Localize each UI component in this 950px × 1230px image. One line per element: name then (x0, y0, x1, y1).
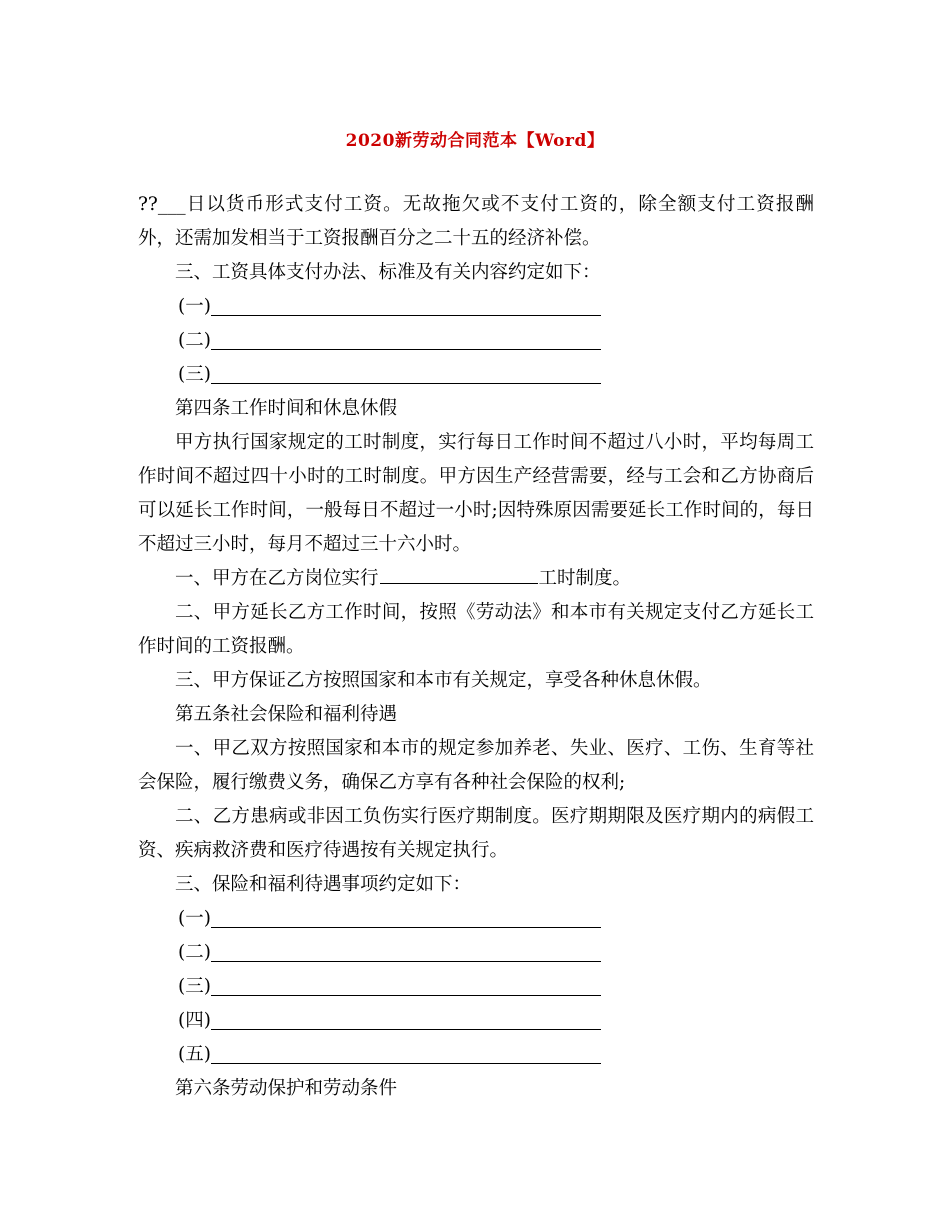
article4-item2: 二、甲方延长乙方工作时间，按照《劳动法》和本市有关规定支付乙方延长工作时间的工资报酬。 (138, 602, 814, 657)
blank-label: (二) (178, 330, 211, 351)
article6-heading: 第六条劳动保护和劳动条件 (175, 1078, 398, 1099)
blank-label: (三) (178, 976, 211, 997)
blank-underline (211, 939, 601, 962)
blank-underline (211, 1041, 601, 1064)
blank-underline (211, 361, 601, 384)
welfare-blank-row (138, 902, 814, 936)
document-body (138, 188, 814, 1106)
blank-underline (211, 905, 601, 928)
blank-label: (一) (178, 296, 211, 317)
welfare-blank-row (138, 1004, 814, 1038)
document-title: 2020新劳动合同范本【Word】 (345, 131, 605, 151)
blank-label: (三) (178, 364, 211, 385)
welfare-blank-row (138, 936, 814, 970)
paragraph-wage-payment: ??___日以货币形式支付工资。无故拖欠或不支付工资的，除全额支付工资报酬外，还需加发相当于工资报酬百分之二十五的经济补偿。 (138, 194, 814, 249)
blank-underline (211, 327, 601, 350)
blank-underline (211, 293, 601, 316)
article4-item1-prefix: 一、甲方在乙方岗位实行 (175, 568, 379, 589)
article5-item3: 三、保险和福利待遇事项约定如下： (175, 874, 472, 895)
wage-blank-row (138, 358, 814, 392)
wage-blank-row (138, 290, 814, 324)
paragraph-wage-terms: 三、工资具体支付办法、标准及有关内容约定如下： (175, 262, 601, 283)
article4-heading: 第四条工作时间和休息休假 (175, 398, 398, 419)
blank-label: (一) (178, 908, 211, 929)
article4-item1 (138, 562, 814, 596)
article5-heading: 第五条社会保险和福利待遇 (175, 704, 398, 725)
article4-paragraph: 甲方执行国家规定的工时制度，实行每日工作时间不超过八小时，平均每周工作时间不超过四十小时的工时制度。甲方因生产经营需要，经与工会和乙方协商后可以延长工作时间，一般每日不超过一小时;因特殊原因需要延长工作时间的，每日不超过三小时，每月不超过三十六小时。 (138, 432, 814, 555)
welfare-blank-row (138, 970, 814, 1004)
blank-label: (五) (178, 1044, 211, 1065)
blank-underline (211, 973, 601, 996)
blank-label: (四) (178, 1010, 211, 1031)
blank-underline (211, 1007, 601, 1030)
article5-item2: 二、乙方患病或非因工负伤实行医疗期制度。医疗期期限及医疗期内的病假工资、疾病救济费和医疗待遇按有关规定执行。 (138, 806, 814, 861)
welfare-blank-row (138, 1038, 814, 1072)
wage-blank-row (138, 324, 814, 358)
article4-item3: 三、甲方保证乙方按照国家和本市有关规定，享受各种休息休假。 (175, 670, 712, 691)
blank-label: (二) (178, 942, 211, 963)
article4-item1-suffix: 工时制度。 (538, 568, 632, 589)
work-hours-blank (380, 563, 538, 584)
article5-item1: 一、甲乙双方按照国家和本市的规定参加养老、失业、医疗、工伤、生育等社会保险，履行缴费义务，确保乙方享有各种社会保险的权利; (138, 738, 814, 793)
